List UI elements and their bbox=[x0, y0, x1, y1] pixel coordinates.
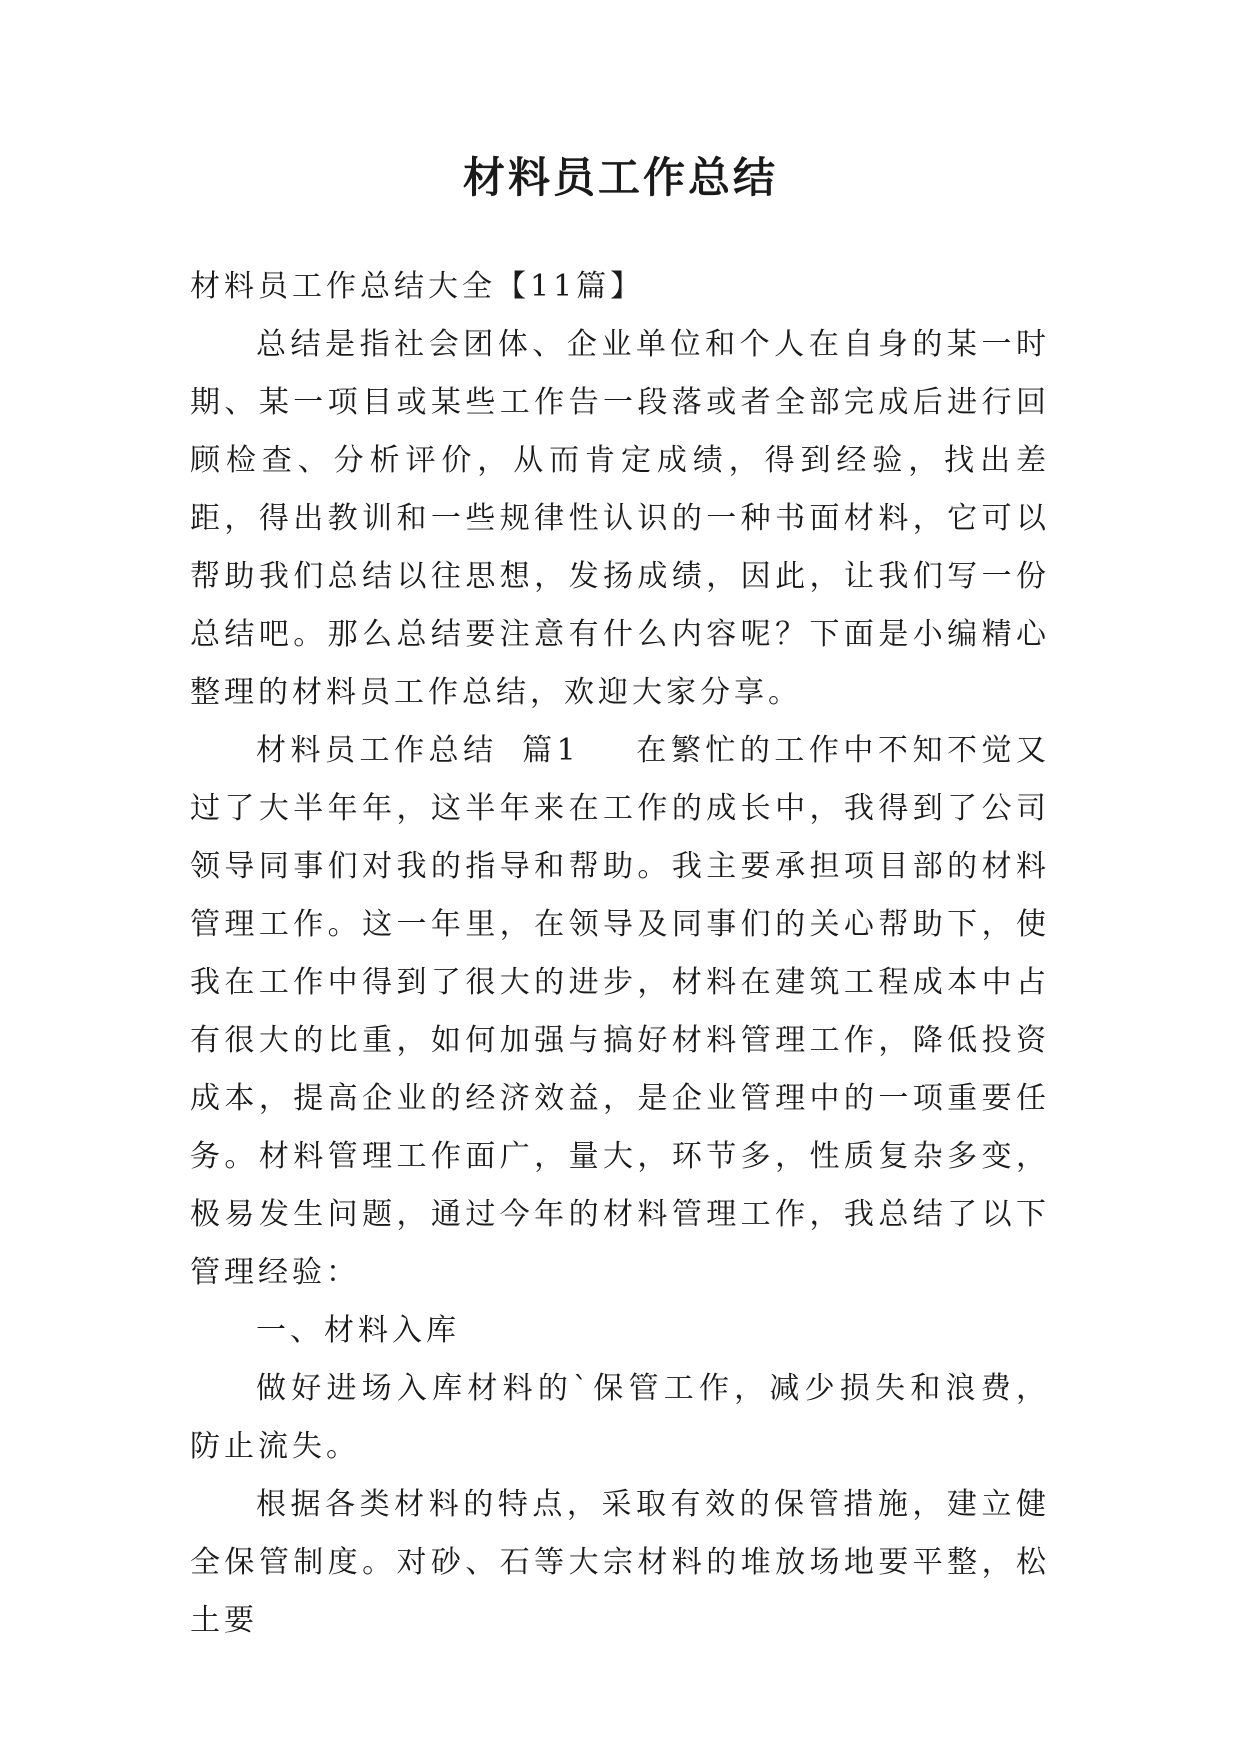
document-title: 材料员工作总结 bbox=[462, 153, 778, 202]
section1-heading: 材料员工作总结 bbox=[256, 733, 498, 768]
document-subtitle: 材料员工作总结大全【11篇】 bbox=[190, 269, 645, 304]
section1-paragraph bbox=[190, 722, 1050, 1302]
document-body bbox=[190, 258, 1050, 1650]
storage-paragraph: 做好进场入库材料的`保管工作，减少损失和浪费，防止流失。 bbox=[190, 1371, 1050, 1464]
intro-paragraph: 总结是指社会团体、企业单位和个人在自身的某一时期、某一项目或某些工作告一段落或者全部完成后进行回顾检查、分析评价，从而肯定成绩，得到经验，找出差距，得出教训和一些规律性认识的一种书面材料，它可以帮助我们总结以往思想，发扬成绩，因此，让我们写一份总结吧。那么总结要注意有什么内容呢？下面是小编精心整理的材料员工作总结，欢迎大家分享。 bbox=[190, 327, 1050, 710]
subheading-material-inbound: 一、材料入库 bbox=[256, 1313, 460, 1348]
section1-text: 在繁忙的工作中不知不觉又过了大半年年，这半年来在工作的成长中，我得到了公司领导同事们对我的指导和帮助。我主要承担项目部的材料管理工作。这一年里，在领导及同事们的关心帮助下，使我在工作中得到了很大的进步，材料在建筑工程成本中占有很大的比重，如何加强与搞好材料管理工作，降低投资成本，提高企业的经济效益，是企业管理中的一项重要任务。材料管理工作面广，量大，环节多，性质复杂多变，极易发生问题，通过今年的材料管理工作，我总结了以下管理经验： bbox=[190, 733, 1051, 1290]
section1-label: 篇1 bbox=[521, 733, 580, 768]
measures-paragraph: 根据各类材料的特点，采取有效的保管措施，建立健全保管制度。对砂、石等大宗材料的堆放场地要平整，松土要 bbox=[190, 1487, 1050, 1638]
